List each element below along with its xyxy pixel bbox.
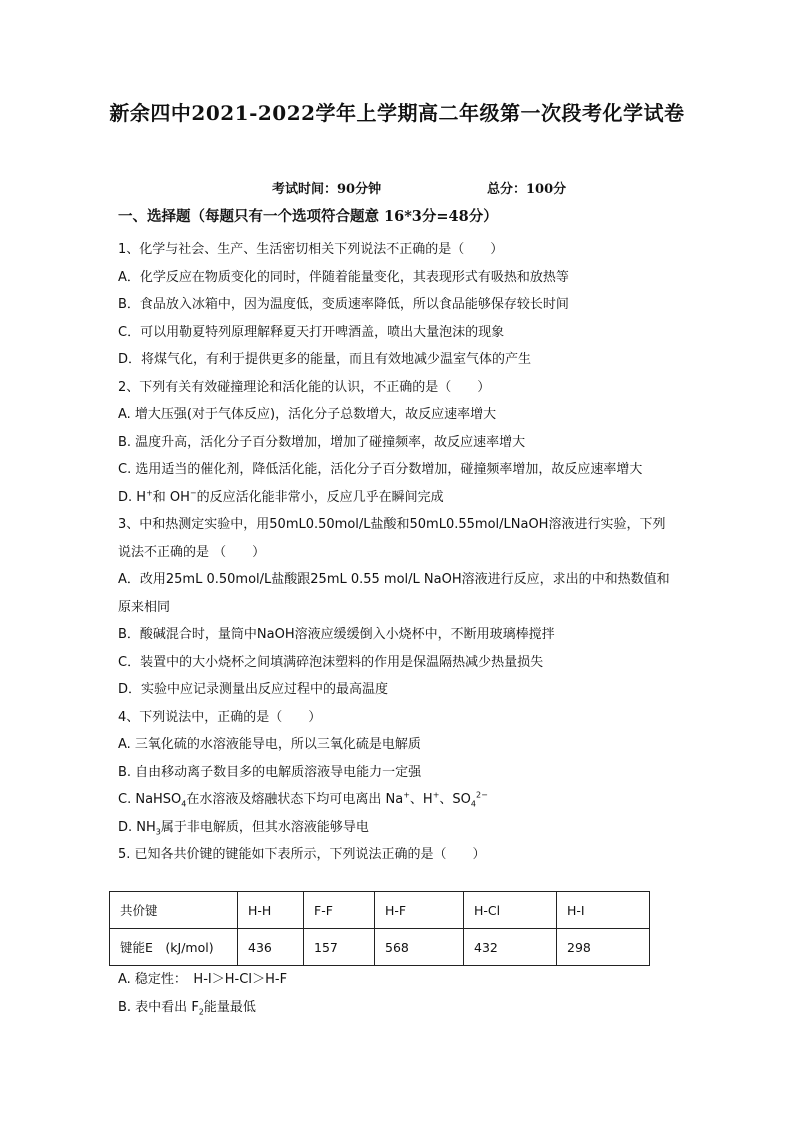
q2-d-minus: −: [189, 488, 197, 498]
q2-option-a: A. 增大压强(对于气体反应)，活化分子总数增大，故反应速率增大: [118, 407, 497, 422]
q2-d-mid: 和 OH: [152, 489, 190, 505]
table-row-bonds: [110, 892, 650, 929]
table-cell: F-F: [304, 892, 375, 929]
q4-d-sub3: 3: [155, 827, 161, 837]
q5-b-pre: B. 表中看出 F: [118, 1000, 199, 1015]
q4-d-pre: D. NH: [118, 819, 156, 835]
q4-option-b: B. 自由移动离子数目多的电解质溶液导电能力一定强: [118, 764, 422, 780]
q1-option-b: B．食品放入冰箱中，因为温度低，变质速率降低，所以食品能够保存较长时间: [118, 297, 569, 312]
q4-c-plus2: +: [432, 790, 440, 800]
q4-c-charge: 2−: [476, 790, 488, 800]
q3-option-a: A．改用25mL 0.50mol/L盐酸跟25mL 0.55 mol/L NaOH溶液进行反应，求出的中和热数值和原来相同: [118, 572, 670, 615]
page-title: 新余四中2021-2022学年上学期高二年级第一次段考化学试卷: [109, 101, 685, 125]
q2-option-d: [118, 484, 678, 512]
q2-d-plus: +: [146, 488, 153, 498]
table-row-energies: [110, 929, 650, 966]
q5-option-a: A. 稳定性： H-I＞H-CI＞H-F: [118, 972, 288, 987]
table-cell: 157: [304, 929, 375, 966]
q5-options: [118, 966, 678, 1022]
q3-stem: 3、中和热测定实验中，用50mL0.50mol/L盐酸和50mL0.55mol/LNaOH溶液进行实验，下列说法不正确的是 （ ）: [118, 517, 666, 560]
table-cell: H-Cl: [464, 892, 557, 929]
section-heading: 一、选择题（每题只有一个选项符合题意 16*3分=48分）: [118, 208, 498, 225]
q4-option-a: A. 三氧化硫的水溶液能导电，所以三氧化硫是电解质: [118, 737, 421, 752]
q3-option-d: D．实验中应记录测量出反应过程中的最高温度: [118, 682, 389, 697]
q5-b-post: 能量最低: [203, 1000, 256, 1015]
q4-d-post: 属于非电解质，但其水溶液能够导电: [160, 819, 369, 835]
q3-option-c: C．装置中的大小烧杯之间填满碎泡沫塑料的作用是保温隔热减少热量损失: [118, 654, 544, 670]
q4-option-d: [118, 814, 678, 842]
q4-c-plus1: +: [403, 790, 410, 800]
q4-c-mid3: 、SO: [439, 792, 471, 807]
table-cell: 432: [464, 929, 557, 966]
q4-c-mid2: 、H: [409, 792, 433, 807]
q1-option-d: D．将煤气化，有利于提供更多的能量，而且有效地减少温室气体的产生: [118, 352, 532, 367]
q4-c-sub4: 4: [181, 799, 187, 809]
table-header-bond: 共价键: [110, 892, 238, 929]
table-header-energy: 键能E (kJ/mol): [110, 929, 238, 966]
q2-option-c: C. 选用适当的催化剂，降低活化能，活化分子百分数增加，碰撞频率增加，故反应速率增大: [118, 462, 643, 477]
q2-stem: 2、下列有关有效碰撞理论和活化能的认识，不正确的是（ ）: [118, 379, 491, 395]
table-cell: 436: [238, 929, 304, 966]
q4-c-pre: C. NaHSO: [118, 792, 182, 807]
q1-option-c: C．可以用勒夏特列原理解释夏天打开啤酒盖，喷出大量泡沫的现象: [118, 324, 505, 340]
bond-energy-table: [109, 891, 650, 966]
q3-option-b: B．酸碱混合时，量筒中NaOH溶液应缓缓倒入小烧杯中，不断用玻璃棒搅拌: [118, 627, 555, 642]
exam-meta: [0, 178, 794, 198]
q1-option-a: A．化学反应在物质变化的同时，伴随着能量变化，其表现形式有吸热和放热等: [118, 269, 569, 285]
table-cell: H-F: [375, 892, 464, 929]
exam-time: 考试时间：90分钟: [272, 182, 382, 197]
total-score: 总分：100分: [487, 182, 567, 197]
q5-option-b: [118, 994, 678, 1022]
question-list: [118, 236, 678, 869]
table-cell: H-H: [238, 892, 304, 929]
q2-d-post: 的反应活化能非常小，反应几乎在瞬间完成: [196, 489, 444, 505]
q4-c-mid: 在水溶液及熔融状态下均可电离出 Na: [186, 792, 404, 807]
table-cell: 568: [375, 929, 464, 966]
q4-c-sub4b: 4: [470, 799, 476, 809]
q2-d-pre: D. H: [118, 489, 147, 505]
q2-option-b: B. 温度升高，活化分子百分数增加，增加了碰撞频率，故反应速率增大: [118, 434, 526, 450]
table-cell: H-I: [557, 892, 650, 929]
q5-b-sub2: 2: [198, 1007, 204, 1017]
q5-stem: 5. 已知各共价键的键能如下表所示，下列说法正确的是（ ）: [118, 847, 486, 862]
q1-stem: 1、化学与社会、生产、生活密切相关下列说法不正确的是（ ）: [118, 242, 504, 257]
q4-option-c: [118, 786, 678, 814]
table-cell: 298: [557, 929, 650, 966]
q4-stem: 4、下列说法中，正确的是（ ）: [118, 709, 322, 725]
